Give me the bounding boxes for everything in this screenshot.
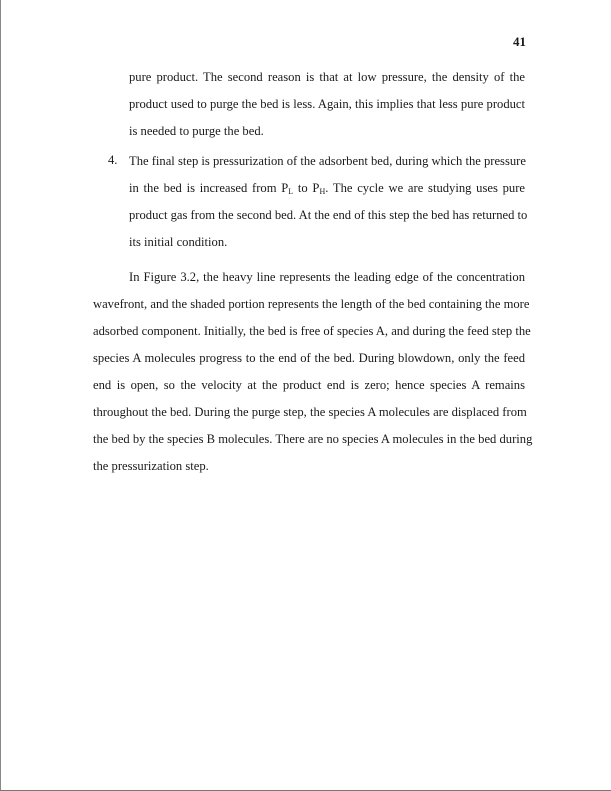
paragraph2-line: the pressurization step. [93, 459, 209, 473]
paragraph2-line: the bed by the species B molecules. There are no species A molecules in the bed during [93, 432, 533, 446]
paragraph1-line: pure product. The second reason is that at low pressure, the density of the [129, 70, 525, 84]
paragraph1-line: is needed to purge the bed. [129, 124, 264, 138]
page-number: 41 [513, 34, 526, 49]
item4-line [129, 180, 525, 196]
paragraph2-line: species A molecules progress to the end of the bed. During blowdown, only the feed [93, 351, 525, 365]
text: in the bed is increased from P [129, 181, 289, 195]
text: to P [293, 181, 320, 195]
paragraph1-line: product used to purge the bed is less. Again, this implies that less pure product [129, 97, 525, 111]
item4-line: The final step is pressurization of the adsorbent bed, during which the pressure [129, 154, 526, 168]
paragraph2-line: adsorbed component. Initially, the bed is free of species A, and during the feed step the [93, 324, 531, 338]
paragraph2-line: In Figure 3.2, the heavy line represents the leading edge of the concentration [129, 270, 525, 284]
paragraph2-line: wavefront, and the shaded portion represents the length of the bed containing the more [93, 297, 530, 311]
item4-line: product gas from the second bed. At the end of this step the bed has returned to [129, 208, 528, 222]
page-edge [0, 0, 1, 791]
paragraph2-line: end is open, so the velocity at the product end is zero; hence species A remains [93, 378, 525, 392]
text: . The cycle we are studying uses pure [325, 181, 525, 195]
subscript: L [288, 187, 294, 196]
paragraph2-line: throughout the bed. During the purge step, the species A molecules are displaced from [93, 405, 527, 419]
list-number: 4. [108, 153, 118, 167]
subscript: H [319, 187, 326, 196]
item4-line: its initial condition. [129, 235, 228, 249]
